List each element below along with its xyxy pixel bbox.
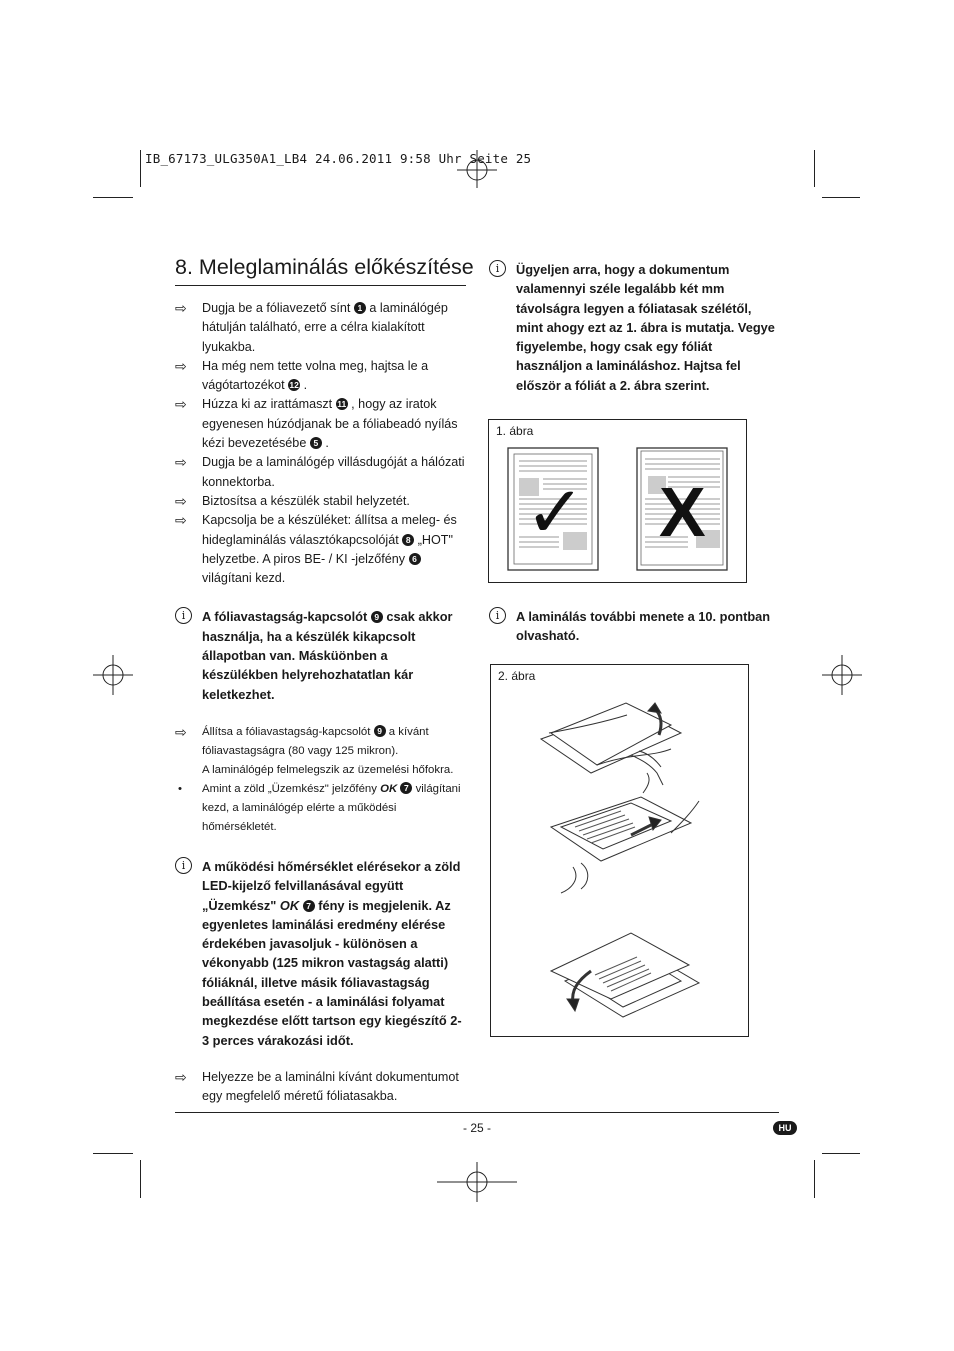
right-column-lower	[489, 607, 779, 646]
arrow-right-outline-icon: ⇨	[175, 1068, 187, 1085]
crop-mark	[140, 1160, 141, 1198]
step-item: ⇨ Húzza ki az irattámaszt 11 , hogy az iratok egyenesen húzódjanak be a fóliabeadó nyílás kézi bevezetésébe 5 .	[175, 396, 458, 451]
crop-mark	[93, 1153, 133, 1154]
crop-mark	[93, 197, 133, 198]
crop-mark	[814, 150, 815, 187]
lamination-steps-illustration	[531, 693, 721, 1028]
step-item: ⇨ Kapcsolja be a készüléket: állítsa a meleg- és hideglaminálás választókapcsolóját 8 „HOT" helyzetbe. A piros BE- / KI -jelzőfény 6 világítani kezd.	[175, 512, 457, 586]
crop-mark	[814, 1160, 815, 1198]
cross-mark-icon: X	[659, 473, 706, 551]
step-item: ⇨ Dugja be a fóliavezető sínt 1 a laminálógép hátulján található, erre a célra kialakított lyukakba.	[175, 300, 448, 354]
part-number-badge: 8	[402, 534, 414, 546]
arrow-right-outline-icon: ⇨	[175, 357, 187, 374]
info-circle-icon: i	[489, 260, 506, 277]
part-number-badge: 12	[289, 380, 299, 391]
part-number-badge: 7	[400, 782, 412, 794]
registration-mark	[822, 655, 862, 695]
part-number-badge: 9	[374, 725, 386, 737]
page-number: - 25 -	[462, 1121, 491, 1135]
language-badge: HU	[773, 1121, 797, 1135]
left-column	[175, 299, 467, 1107]
info-note: i A laminálás további menete a 10. pontban olvasható.	[489, 607, 779, 646]
arrow-right-outline-icon: ⇨	[175, 396, 187, 413]
bullet-dot-icon: •	[178, 782, 182, 795]
section-title: 8. Meleglaminálás előkészítése	[175, 255, 474, 279]
info-circle-icon: i	[175, 857, 192, 874]
part-number-badge: 9	[371, 611, 383, 623]
figure-2	[490, 664, 749, 1037]
info-note: i A fóliavastagság-kapcsolót 9 csak akkor használja, ha a készülék kikapcsolt állapotban van. Másküönben a készülékben helyrehozhatatlan kár keletkezhet.	[175, 607, 467, 703]
arrow-right-outline-icon: ⇨	[175, 512, 187, 529]
arrow-right-outline-icon: ⇨	[175, 454, 187, 471]
arrow-right-outline-icon: ⇨	[175, 723, 187, 740]
info-note: i A működési hőmérséklet elérésekor a zöld LED-kijelző felvillanásával együtt „Üzemkész" OK 7 fény is megjelenik. Az egyenletes laminálási eredmény elérése érdekében javasoljuk - különösen a vékonyabb (125 mikron vastagság alatti) fóliáknál, illetve másik fóliavastagság beállítása esetén - a laminálási folyamat megkezdése előtt tartson egy kiegészítő 2-3 perces várakozási időt.	[175, 857, 467, 1050]
print-slug: IB_67173_ULG350A1_LB4 24.06.2011 9:58 Uhr Seite 25	[145, 151, 532, 166]
part-number-badge: 7	[303, 900, 315, 912]
info-note: i Ügyeljen arra, hogy a dokumentum valamennyi széle legalább két mm távolságra legyen a fóliatasak szélétől, mint ahogy ezt az 1. ábra is mutatja. Vegye figyelembe, hogy csak egy fóliát használjon a lamináláshoz. Hajtsa fel először a fóliát a 2. ábra szerint.	[489, 260, 779, 395]
arrow-right-outline-icon: ⇨	[175, 300, 187, 316]
title-underline	[175, 285, 466, 286]
arrow-right-outline-icon: ⇨	[175, 492, 187, 509]
part-number-badge: 5	[310, 437, 322, 449]
footer-rule	[175, 1112, 779, 1113]
figure-label: 1. ábra	[496, 424, 534, 438]
info-circle-icon: i	[175, 607, 192, 624]
part-number-badge: 6	[409, 553, 421, 565]
part-number-badge: 11	[337, 399, 347, 410]
crop-mark	[822, 197, 860, 198]
right-column	[489, 260, 779, 395]
bullet-item: • Amint a zöld „Üzemkész" jelzőfény OK 7 világítani kezd, a laminálógép elérte a működési hőmérsékletét.	[175, 780, 467, 837]
info-circle-icon: i	[489, 607, 506, 624]
step-item: ⇨ Állítsa a fóliavastagság-kapcsolót 9 a kívánt fóliavastagságra (80 vagy 125 mikron). A laminálógép felmelegszik az üzemelési hőfokra.	[175, 723, 454, 776]
crop-mark	[822, 1153, 860, 1154]
ready-indicator-icon: OK	[279, 897, 300, 913]
ready-indicator-icon: OK	[380, 782, 398, 795]
crop-mark	[140, 150, 141, 187]
step-item: ⇨ Ha még nem tette volna meg, hajtsa le a vágótartozékot 12 .	[175, 357, 429, 393]
registration-mark	[93, 655, 133, 695]
registration-mark	[437, 1162, 517, 1202]
step-item: ⇨ Biztosítsa a készülék stabil helyzetét.	[175, 492, 467, 511]
step-item: ⇨ Dugja be a laminálógép villásdugóját a hálózati konnektorba.	[175, 454, 465, 489]
figure-1	[488, 419, 747, 583]
figure-label: 2. ábra	[498, 669, 536, 683]
step-item: ⇨ Helyezze be a laminálni kívánt dokumentumot egy megfelelő méretű fóliatasakba.	[175, 1068, 459, 1104]
part-number-badge: 1	[354, 302, 366, 314]
step-list	[175, 299, 467, 588]
checkmark-icon: ✓	[525, 470, 586, 554]
